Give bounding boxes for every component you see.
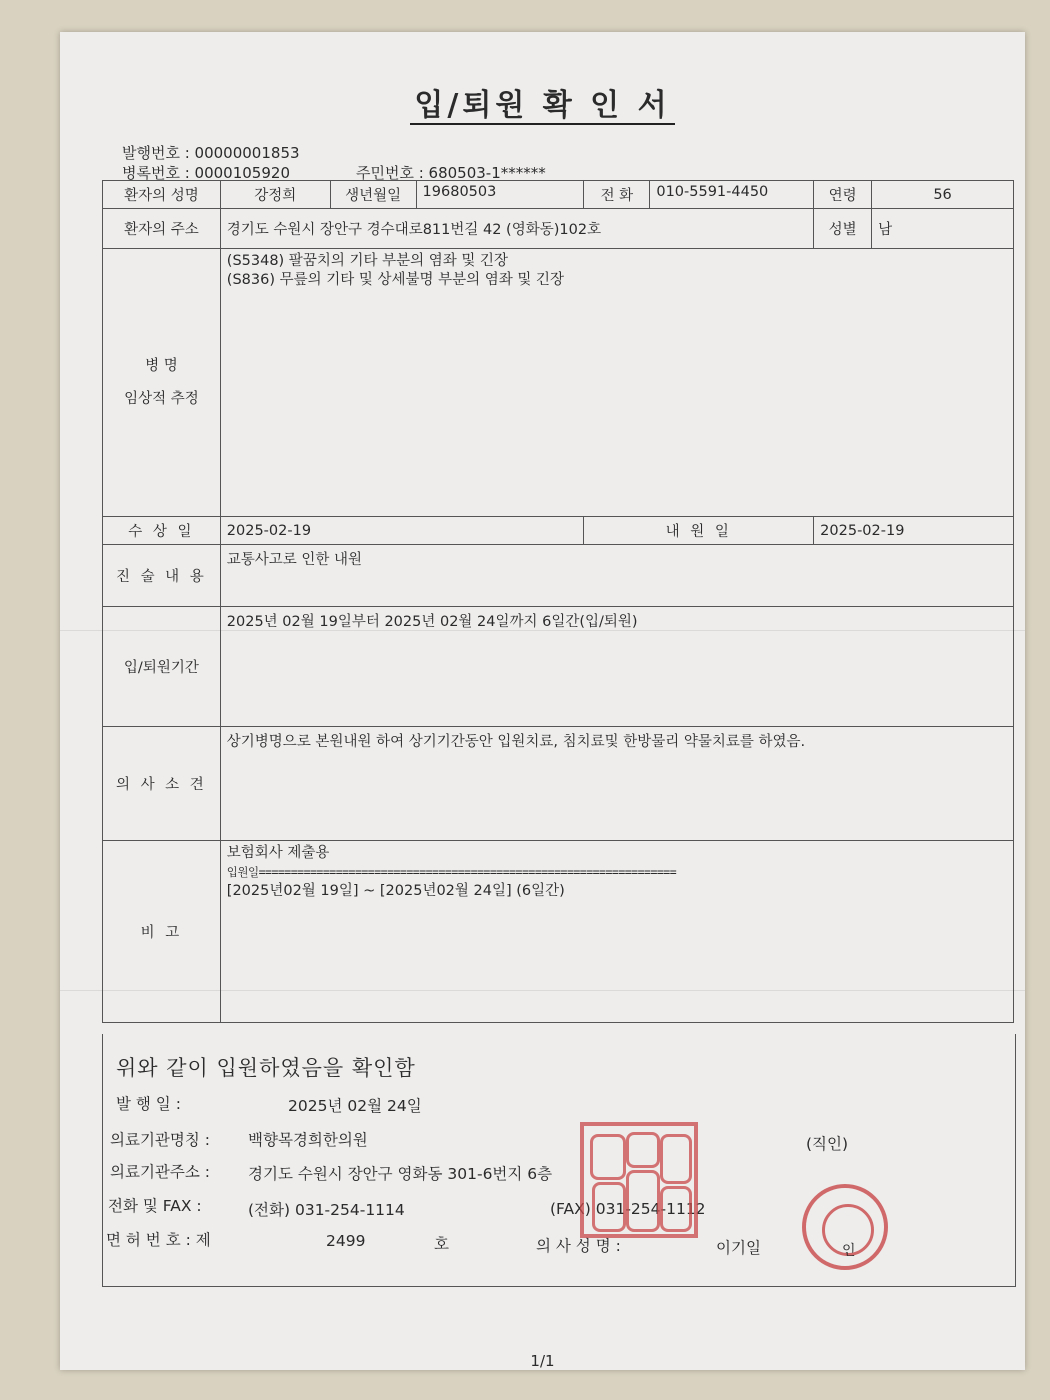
age-value: 56 (872, 181, 1014, 209)
visit-date-label: 내 원 일 (584, 517, 814, 545)
fax-number: (FAX) 031-254-1112 (550, 1200, 706, 1218)
diagnosis-content (220, 249, 1013, 517)
sex-label: 성별 (814, 209, 872, 249)
statement-text: 교통사고로 인한 내원 (220, 545, 1013, 607)
tel-number: (전화) 031-254-1114 (248, 1201, 405, 1219)
institution-address-label: 의료기관주소 : (110, 1163, 210, 1181)
patient-address: 경기도 수원시 장안구 경수대로811번길 42 (영화동)102호 (220, 209, 813, 249)
period-label: 입/퇴원기간 (103, 607, 221, 727)
institution-address: 경기도 수원시 장안구 영화동 301-6번지 6층 (248, 1165, 553, 1183)
remarks-content (220, 841, 1013, 1023)
seal-note: (직인) (806, 1135, 849, 1153)
remarks-line: 보험회사 제출용 (226, 845, 330, 861)
name-label: 환자의 성명 (103, 181, 221, 209)
address-label: 환자의 주소 (103, 209, 221, 249)
issue-date: 2025년 02월 24일 (288, 1097, 422, 1115)
seal-mark: 인 (842, 1243, 856, 1259)
remarks-line: [2025년02월 19일] ~ [2025년02월 24일] (6일간) (226, 883, 565, 899)
institution-name: 백향목경희한의원 (248, 1131, 368, 1149)
license-suffix: 호 (434, 1235, 449, 1253)
statement-label: 진 술 내 용 (103, 545, 221, 607)
doctor-name: 이기일 (716, 1239, 761, 1257)
institution-seal-stamp (580, 1122, 698, 1238)
document-title: 입/퇴원 확 인 서 (60, 80, 1025, 124)
contact-label: 전화 및 FAX : (108, 1197, 202, 1215)
confirm-text: 위와 같이 입원하였음을 확인함 (116, 1056, 416, 1080)
document-page (60, 32, 1025, 1370)
record-number: 병록번호 : 0000105920 (122, 164, 290, 182)
issue-number: 발행번호 : 00000001853 (122, 144, 300, 162)
diagnosis-line: (S836) 무릎의 기타 및 상세불명 부분의 염좌 및 긴장 (226, 272, 564, 288)
license-label: 면 허 번 호 : 제 (106, 1231, 211, 1249)
diagnosis-line: (S5348) 팔꿈치의 기타 부분의 염좌 및 긴장 (226, 253, 508, 269)
patient-name: 강정희 (220, 181, 330, 209)
page-number: 1/1 (530, 1352, 555, 1370)
birth-date: 19680503 (416, 181, 584, 209)
sex-value: 남 (872, 209, 1014, 249)
doctor-label: 의 사 성 명 : (536, 1237, 621, 1255)
issue-date-label: 발 행 일 : (116, 1095, 181, 1113)
injury-date: 2025-02-19 (220, 517, 584, 545)
remarks-label: 비 고 (103, 841, 221, 1023)
phone-label: 전 화 (584, 181, 650, 209)
remarks-line: 입원일================================================================= (226, 865, 677, 879)
birth-label: 생년월일 (330, 181, 416, 209)
opinion-text: 상기병명으로 본원내원 하여 상기기간동안 입원치료, 침치료및 한방물리 약물치료를 하였음. (220, 727, 1013, 841)
institution-label: 의료기관명칭 : (110, 1131, 210, 1149)
age-label: 연령 (814, 181, 872, 209)
phone-number: 010-5591-4450 (650, 181, 814, 209)
diagnosis-label: 병 명 임상적 추정 (103, 249, 221, 517)
injury-date-label: 수 상 일 (103, 517, 221, 545)
resident-number: 주민번호 : 680503-1****** (356, 164, 546, 182)
opinion-label: 의 사 소 견 (103, 727, 221, 841)
patient-form-table (102, 180, 1014, 1023)
license-number: 2499 (326, 1232, 366, 1250)
period-text: 2025년 02월 19일부터 2025년 02월 24일까지 6일간(입/퇴원) (220, 607, 1013, 727)
visit-date: 2025-02-19 (814, 517, 1014, 545)
